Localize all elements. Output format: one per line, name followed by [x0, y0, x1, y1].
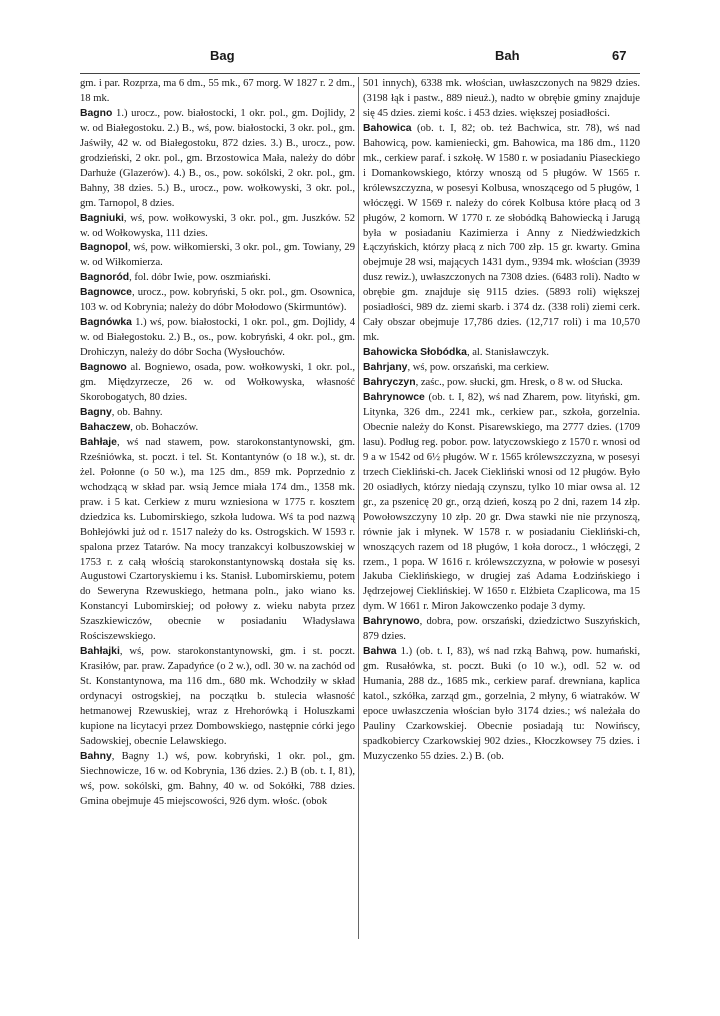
- entry-headword: Bahrjany: [363, 362, 408, 374]
- entry-text: , dobra, pow. orszański, dziedzictwo Suszyńskich, 879 dzies.: [363, 616, 640, 643]
- entry-headword: Bahrynowce: [363, 392, 425, 404]
- entry-headword: Bagnowce: [80, 287, 132, 299]
- entry-headword: Bahny: [80, 750, 112, 762]
- entry-text: , ob. Bahny.: [111, 406, 163, 418]
- entry-text: (ob. t. I, 82), wś nad Zharem, pow. lityński, gm. Litynka, 326 dm., 2241 mk., cerkiew par., szkoła, gorzelnia. Obecnie należy do Konst. Pisarewskiego, ma 2777 dzies. (1709 lasu). Podług reg. pobor. pow. latyczowskiego z 1570 r. wnosi od 9 a w 1542 od 6½ pługów. W r. 1565 królewszczyzna, w posesyi trzech Ciekliński-ch. Jacek Cieklińskі wnosi od 12 pługów. Było 20 osiadłych, którzy niedają czynszu, tylko 10 miar owsa al. 12 gr., za pszenicę 20 gr., orzą dzień, koszą po 2 dni, razem 14 złp. Powołowszczyny 10 złp. 20 gr. Dwa stawki nie nie przynoszą, równie jak i młynek. W 1578 r. w posiadaniu Ciekliński-ch, wnoszących razem od 18 pługów, 1 koła dorocz., 1 włóczęgi, 2 rzem., 1 popa. W 1616 r. królewszczyzna, w połowie w posesyi Jakuba Cieklińskiego, w drugiej zaś Adama Łodzińskiego i Jędrzejowej Cieklińskiej. W 1650 r. Elżbieta Czaplicowa, ma 15 dym. W 1661 r. Miron Jakowczenko podaje 3 dymy.: [363, 392, 640, 613]
- dictionary-entry: [363, 77, 640, 122]
- entry-headword: Bahaczew: [80, 421, 131, 433]
- entry-headword: Bahwa: [363, 646, 397, 658]
- entry-text: al. Bogniewo, osada, pow. wołkowyski, 1 okr. pol., gm. Międzyrzecze, 26 w. od Wołkowyska, własność Skorobogatych, 80 dzies.: [80, 362, 355, 404]
- running-head-left: Bag: [210, 48, 235, 63]
- entry-text: , wś nad stawem, pow. starokonstantynowski, gm. Rześniówka, st. poczt. i tel. St. Kontantynów (o 18 w.), st. dr. żel. Połonne (o 50 w.), ma 125 dm., 859 mk. Poprzednio z wchodzącą w skład par. wsią Jemce miała 174 dm., 1358 mk. praw. i 5 kat. Cerkiew z muru wzniesiona w 1775 r. kosztem dziedzica ks. Lubomirskiego, szkoła ludowa. Wś ta pod nazwą Bohłejówki już od r. 1517 należy do ks. Ostrogskich. W 1593 r. spalona przez Tatarów. Na mocy tranzakcyi kolbuszowskiej w 1753 r. z całą włością starokonstantynowską dostała się ks. Augustowi Czartoryskiemu i ks. Stanisł. Lubomirskiemu, potem do Seweryna Rzewuskiego, hetmana poln., jako wiano ks. Konstancyi Lubomirskiej; od połowy z. wieku nabyta przez Szaszkiewiczów, obecnie w posiadaniu Władysława Rościszewskiego.: [80, 436, 355, 643]
- dictionary-entry: [80, 316, 355, 361]
- header-rule: [80, 73, 640, 74]
- dictionary-entry: [80, 241, 355, 271]
- dictionary-entry: [80, 271, 355, 286]
- dictionary-entry: [363, 361, 640, 376]
- dictionary-entry: [363, 615, 640, 645]
- entry-text: gm. i par. Rozprza, ma 6 dm., 55 mk., 67 morg. W 1827 r. 2 dm., 18 mk.: [80, 78, 355, 104]
- entry-text: , ob. Bohaczów.: [130, 421, 199, 433]
- entry-text: , wś, pow. orszański, ma cerkiew.: [407, 362, 550, 374]
- entry-headword: Bahowica: [363, 122, 412, 134]
- entry-headword: Bagniuki: [80, 212, 124, 224]
- dictionary-entry: [80, 286, 355, 316]
- page-number: 67: [612, 48, 627, 63]
- entry-text: , al. Stanisławczyk.: [466, 347, 550, 359]
- entry-text: 1.) wś, pow. białostocki, 1 okr. pol., gm. Dojlidy, 4 w. od Białegostoku. 2.) B., os., pow. kobryński, 4 okr. pol., gm. Drohiczyn, należy do dóbr Socha (Wysłouchów.: [80, 317, 355, 359]
- entry-headword: Bagnopol: [80, 242, 128, 254]
- dictionary-entry: [80, 107, 355, 212]
- dictionary-entry: [80, 406, 355, 421]
- entry-headword: Bagny: [80, 406, 112, 418]
- entry-text: 1.) urocz., pow. białostocki, 1 okr. pol., gm. Dojlidy, 2 w. od Białegostoku. 2.) B., wś, pow. białostocki, 3 okr. pol., gm. Jaświły, 42 w. od Białegostoku, 872 dzies. 3.) B., urocz., pow. grodzieński, 2 okr. pol., gm. Brzostowica Mała, należy do dóbr Darhuże (Glazerów). 4.) B., os., pow. sokólski, 2 okr. pol., gm. Bahny, 38 dzies. 5.) B., urocz., pow. wołkowyski, 3 okr. pol., gm. Tarnopol, 8 dzies.: [80, 107, 355, 209]
- dictionary-entry: [80, 212, 355, 242]
- entry-headword: Bahłaje: [80, 436, 117, 448]
- entry-text: , wś, pow. wołkowyski, 3 okr. pol., gm. Juszków. 52 w. od Wołkowyska, 111 dzies.: [80, 212, 355, 239]
- page-header: [80, 48, 640, 70]
- entry-headword: Bagno: [80, 107, 113, 119]
- entry-text: (ob. t. I, 82; ob. też Bachwica, str. 78), wś nad Bahowicą, pow. kamieniecki, gm. Bahowica, ma 186 dm., 1120 mk., cerkiew paraf. i szkołę. W 1580 r. w posiadaniu Piaseckiego i Domankowskiego, którzy wnoszą od 5 pługów. W 1565 r. królewszczyzna, w posesyi Kolbusa, wnoszącego od 5 pługów, 1 włóczęgi. W 1569 r. należy do córek Kolbusa które płacą od 3 pługów, 2 komorn. W 1770 r. ze słobódką Bahowiecką i Jarugą była w posiadaniu Kazimierza i Anny z Niedźwiedzkich Łączyńskich, którzy płacą z nich 700 złp. 15 gr. kwarty. Gmina obejmuje 28 wsi, mających 1431 dym., 9394 mk. włościan (3939 dusz rewiz.), uwłaszczonych na 7308 dzies. (6483 roli). Nadto w obrębie gm. znajduje się 9115 dzies. (5893 roli) większej posiadłości, 989 dz. ziemi skarb. i 374 dz. (338 roli) ziemi cerk. Cały obszar obejmuje 17,786 dzies. (12,717 roli) i ma 10,570 mk.: [363, 122, 640, 344]
- dictionary-entry: [363, 122, 640, 346]
- dictionary-entry: [363, 346, 640, 361]
- entry-headword: Bagnoród: [80, 272, 130, 284]
- dictionary-entry: [363, 645, 640, 765]
- entry-headword: Bagnówka: [80, 317, 132, 329]
- right-column: [363, 77, 640, 765]
- entry-text: , zaśc., pow. słucki, gm. Hresk, o 8 w. od Słucka.: [415, 377, 623, 389]
- dictionary-entry: [80, 436, 355, 645]
- entry-headword: Bahłajki: [80, 646, 120, 658]
- column-divider: [358, 77, 359, 939]
- dictionary-entry: [80, 421, 355, 436]
- dictionary-entry: [363, 376, 640, 391]
- dictionary-entry: [363, 391, 640, 615]
- entry-text: 1.) (ob. t. I, 83), wś nad rzką Bahwą, pow. humański, gm. Rusałówka, st. poczt. Buki (o 10 w.), odl. 52 w. od Humania, 288 dz., 1685 mk., cerkiew paraf. drewniana, kaplica katol., szkółka, zarząd gm., gorzelnia, 2 młyny, 6 wiatraków. W epoce uwłaszczenia włościan było 3174 dzies.; wś należała do Pauliny Czarkowskiej. Obecnie posiadają tu: Nowińscy, spadkobiercy Czarkowskiej 902 dzies., Kłoczkowsey 75 dzies. i Muzyczenko 55 dzies. 2.) B. (ob.: [363, 646, 640, 762]
- entry-text: , fol. dóbr Iwie, pow. oszmiański.: [129, 272, 271, 284]
- entry-headword: Bagnowo: [80, 362, 127, 374]
- running-head-right: Bah: [495, 48, 520, 63]
- entry-headword: Bahrynowo: [363, 616, 420, 628]
- entry-text: 501 innych), 6338 mk. włościan, uwłaszczonych na 9829 dzies. (3198 łąk i pastw., 889 nieuż.), nadto w obrębie gminy znajduje się 45 dzies. ziemi kośc. i 453 dzies. większej posiadłości.: [363, 78, 640, 119]
- entry-headword: Bahryczyn: [363, 377, 416, 389]
- entry-text: , wś, pow. wiłkomierski, 3 okr. pol., gm. Towiany, 29 w. od Wiłkomierza.: [80, 242, 355, 269]
- entry-headword: Bahowicka Słobódka: [363, 347, 467, 359]
- dictionary-entry: [80, 645, 355, 750]
- entry-text: , wś, pow. starokonstantynowski, gm. i st. poczt. Krasiłów, par. praw. Zapadyńce (o 2 w.), odl. 30 w. na zachód od St. Konstantynowa, ma 116 dm., 680 mk. Wchodziły w skład ordynacyi ostrogskiej, na początku b. stulecia własność hetmanowej Rzewuskiej, wraz z Hrehorówką i Holuszkami kupione na licytacyi przez Dombowskiego, następnie córki jego Sadowskiej, obecnie Lelawskiego.: [80, 646, 355, 747]
- entry-text: , Bagny 1.) wś, pow. kobryński, 1 okr. pol., gm. Siechnowicze, 16 w. od Kobrynia, 136 dzies. 2.) B (ob. t. I, 81), wś, pow. sokólski, gm. Bahny, 40 w. od Sokółki, 788 dzies. Gmina obejmuje 45 miejscowości, 926 dym. włośc. (obok: [80, 750, 355, 807]
- dictionary-entry: [80, 361, 355, 406]
- entry-text: , urocz., pow. kobryński, 5 okr. pol., gm. Osownica, 103 w. od Kobrynia; należy do dóbr Mołodowo (Skirmuntów).: [80, 287, 355, 314]
- dictionary-entry: [80, 77, 355, 107]
- left-column: [80, 77, 355, 810]
- dictionary-entry: [80, 750, 355, 810]
